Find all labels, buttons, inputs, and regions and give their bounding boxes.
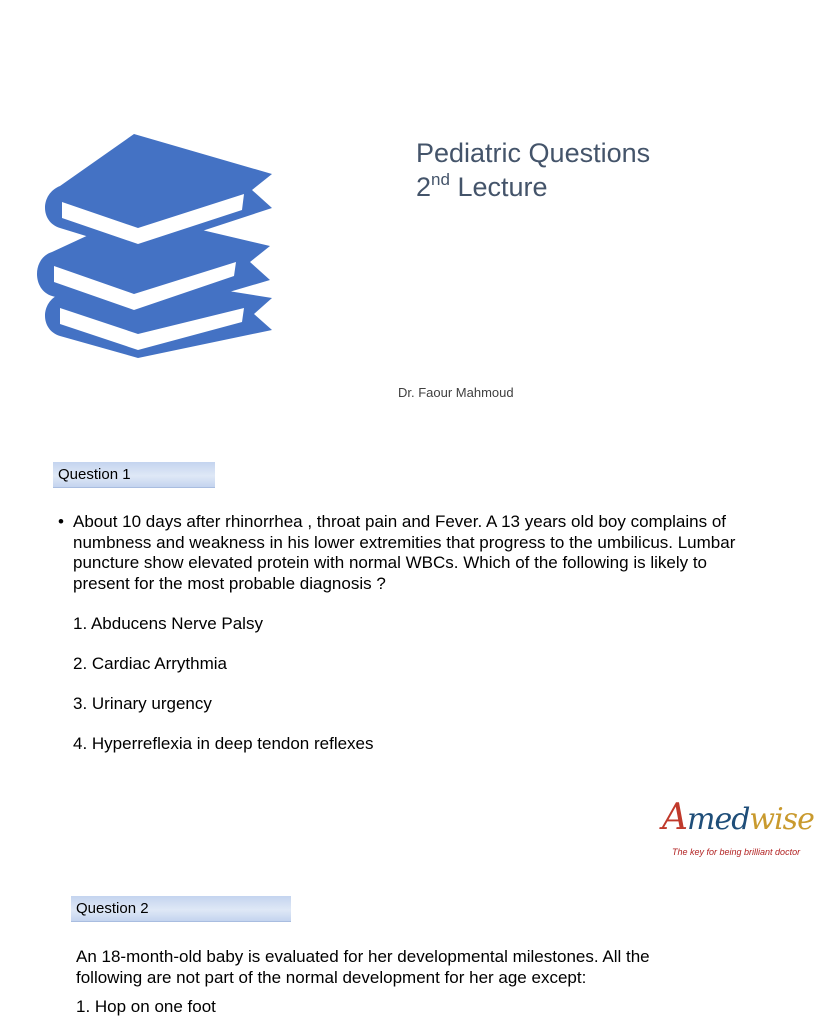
slide-title — [416, 136, 650, 204]
lecture-ordinal-suffix: nd — [431, 170, 450, 189]
logo-tagline: The key for being brilliant doctor — [672, 847, 801, 857]
option-1: 1. Abducens Nerve Palsy — [73, 614, 263, 633]
question-1-text: About 10 days after rhinorrhea , throat pain and Fever. A 13 years old boy complains of numbness and weakness in his lower extremities that progress to the umbilicus. Lumbar puncture show elevated protein with normal WBCs. Which of the following is likely to present for the most probable diagnosis ? — [73, 512, 736, 593]
question-2-option-1: 1. Hop on one foot — [76, 997, 216, 1016]
option-3: 3. Urinary urgency — [73, 694, 212, 713]
question-1-tag: Question 1 — [53, 462, 215, 488]
amedwise-logo — [660, 795, 814, 865]
question-2-stem: An 18-month-old baby is evaluated for her developmental milestones. All the following are not part of the normal development for her age except: — [76, 947, 650, 987]
title-line-1: Pediatric Questions — [416, 138, 651, 168]
title-line-2 — [416, 170, 650, 204]
books-stack-icon — [34, 134, 274, 358]
lecture-word: Lecture — [449, 172, 548, 202]
question-2-tag: Question 2 — [71, 896, 291, 922]
question-1-options — [58, 613, 738, 754]
question-2-body — [76, 946, 716, 1017]
lecture-number: 2 — [416, 172, 432, 202]
option-2: 2. Cardiac Arrythmia — [73, 654, 227, 673]
author-name: Dr. Faour Mahmoud — [398, 385, 514, 400]
question-1-body — [58, 512, 738, 754]
logo-wordmark: Amedwise — [662, 797, 814, 838]
question-1-stem — [58, 512, 738, 594]
option-4: 4. Hyperreflexia in deep tendon reflexes — [73, 734, 374, 753]
bullet-point: • — [58, 512, 64, 531]
